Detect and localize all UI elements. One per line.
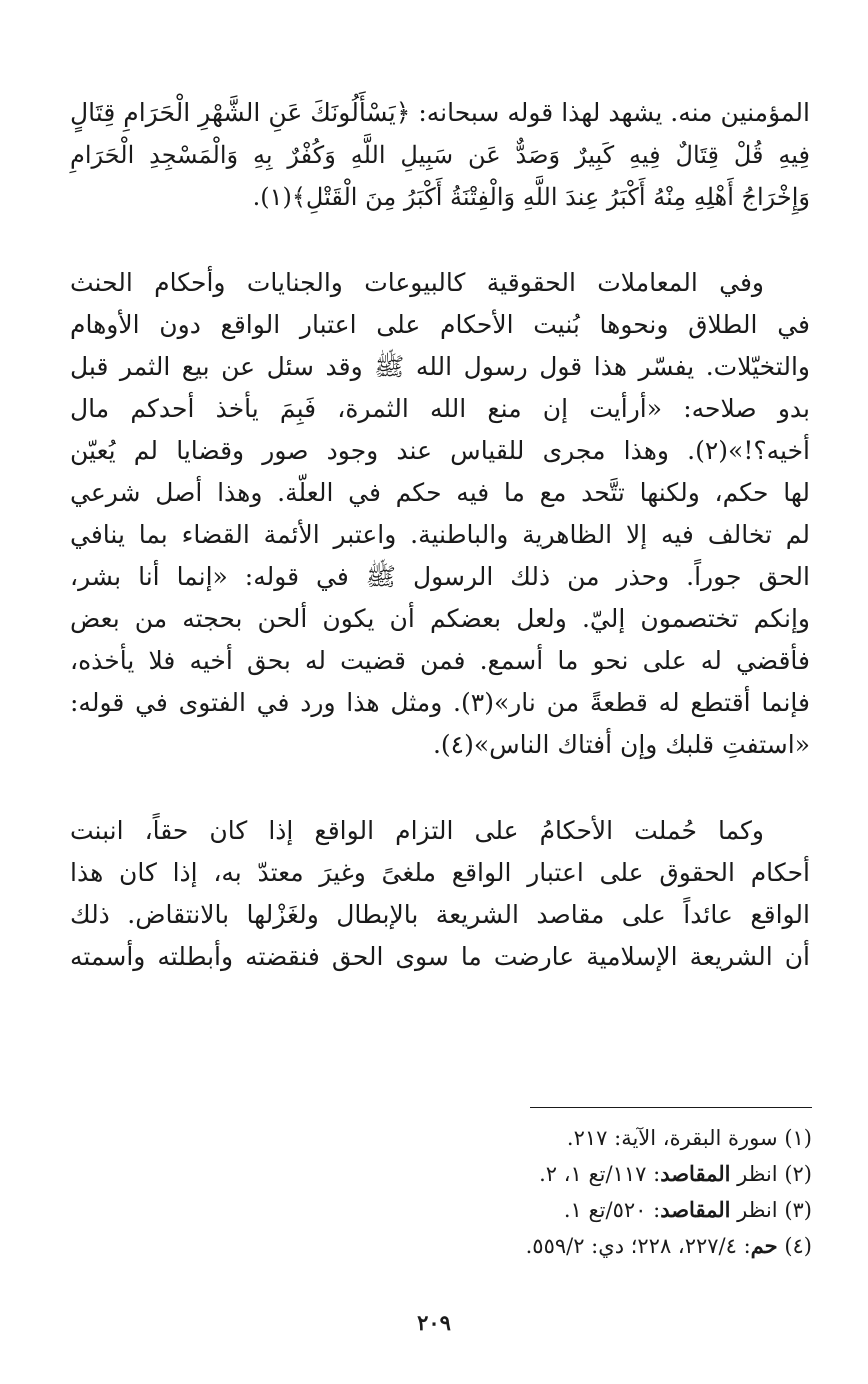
text-line: أحكام الحقوق على اعتبار الواقع ملغىً وغيرَ معتدّ به، إذا كان هذا [70, 858, 810, 887]
text-line: لها حكم، ولكنها تتَّحد مع ما فيه حكم في العلّة. وهذا أصل شرعي [70, 478, 810, 507]
text-line: وإنكم تختصمون إليّ. ولعل بعضكم أن يكون ألحن بحجته من بعض [70, 604, 810, 633]
footnote-source: المقاصد [660, 1161, 731, 1186]
footnote-number: (١) [784, 1126, 812, 1150]
text-line: وفي المعاملات الحقوقية كالبيوعات والجنايات وأحكام الحنث [70, 268, 764, 297]
footnote-source: المقاصد [660, 1197, 731, 1222]
text-line: وَإِخْرَاجُ أَهْلِهِ مِنْهُ أَكْبَرُ عِندَ اللَّهِ وَالْفِتْنَةُ أَكْبَرُ مِنَ الْقَتْلِ﴾(١). [252, 183, 810, 211]
footnote [70, 1228, 812, 1264]
text-line: الحق جوراً. وحذر من ذلك الرسول ﷺ في قوله: «إنما أنا بشر، [70, 562, 810, 591]
footnote-text: سورة البقرة، الآية: ٢١٧. [566, 1126, 778, 1150]
text-line: بدو صلاحه: «أرأيت إن منع الله الثمرة، فَبِمَ يأخذ أحدكم مال [70, 394, 810, 423]
paragraph-3 [70, 810, 810, 978]
footnote-separator [530, 1107, 812, 1108]
document-body [70, 92, 810, 978]
text-line: وكما حُملت الأحكامُ على التزام الواقع إذا كان حقاً، انبنت [70, 816, 764, 845]
text-line: فإنما أقتطع له قطعةً من نار»(٣). ومثل هذا ورد في الفتوى في قوله: [70, 688, 810, 717]
footnote-number: (٣) [784, 1198, 812, 1222]
text-line: الواقع عائداً على مقاصد الشريعة بالإبطال ولغَزْلها بالانتقاض. ذلك [70, 900, 810, 929]
footnote-reference: : ٢٢٧/٤، ٢٢٨؛ دي: ٥٥٩/٢. [525, 1234, 751, 1258]
footnote-reference: : ١١٧/تع ١، ٢. [539, 1162, 661, 1186]
text-line: في الطلاق ونحوها بُنيت الأحكام على اعتبار الواقع دون الأوهام [70, 310, 810, 339]
text-line: «استفتِ قلبك وإن أفتاك الناس»(٤). [432, 730, 810, 759]
text-line: فأقضي له على نحو ما أسمع. فمن قضيت له بحق أخيه فلا يأخذه، [70, 646, 810, 675]
footnote-source: حم [750, 1233, 778, 1258]
footnote-text: انظر [730, 1162, 778, 1186]
text-line: المؤمنين منه. يشهد لهذا قوله سبحانه: ﴿يَسْأَلُونَكَ عَنِ الشَّهْرِ الْحَرَامِ قِتَالٍ [70, 98, 810, 127]
footnote [70, 1192, 812, 1228]
text-line: لم تخالف فيه إلا الظاهرية والباطنية. واعتبر الأئمة القضاء بما ينافي [70, 520, 810, 549]
text-line: فِيهِ قُلْ قِتَالٌ فِيهِ كَبِيرٌ وَصَدٌّ عَن سَبِيلِ اللَّهِ وَكُفْرٌ بِهِ وَالْمَسْجِدِ الْحَرَامِ [70, 141, 810, 169]
footnote-text: انظر [730, 1198, 778, 1222]
footnote-number: (٤) [784, 1234, 812, 1258]
footnote-number: (٢) [784, 1162, 812, 1186]
footnote-reference: : ٥٢٠/تع ١. [563, 1198, 661, 1222]
text-line: أن الشريعة الإسلامية عارضت ما سوى الحق فنقضته وأبطلته وأسمته [70, 942, 810, 971]
page-number: ٢٠٩ [417, 1310, 451, 1335]
paragraph-1 [70, 92, 810, 218]
text-line: والتخيّلات. يفسّر هذا قول رسول الله ﷺ وقد سئل عن بيع الثمر قبل [70, 352, 810, 381]
paragraph-2 [70, 262, 810, 766]
footnote [70, 1120, 812, 1156]
footnotes [70, 1120, 812, 1264]
text-line: أخيه؟!»(٢). وهذا مجرى للقياس عند وجود صور وقضايا لم يُعيّن [70, 436, 810, 465]
footnote [70, 1156, 812, 1192]
